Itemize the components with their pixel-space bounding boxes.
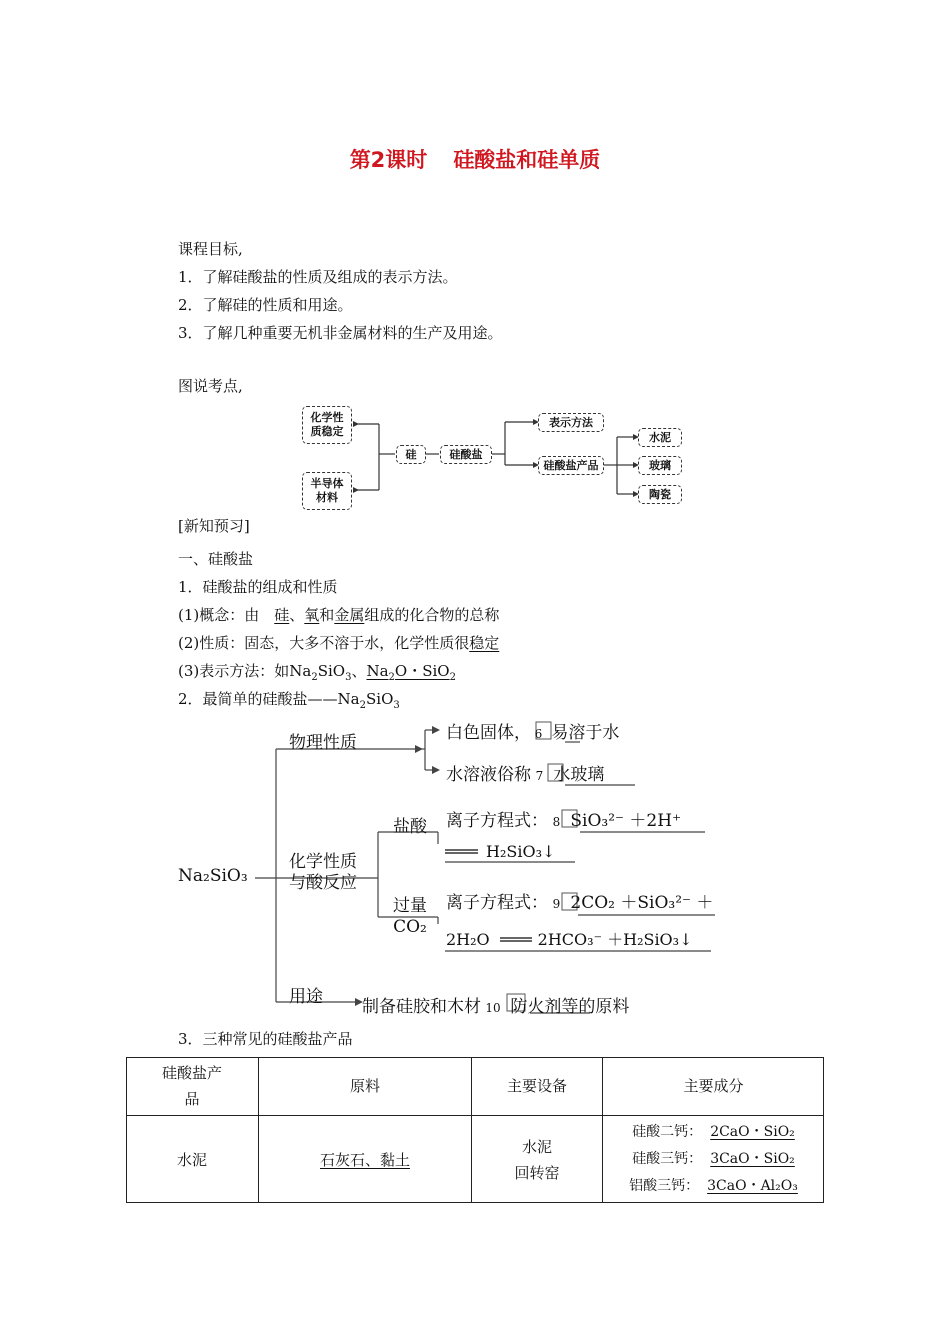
cell-raw: 石灰石、黏土 <box>319 1150 410 1169</box>
node-silicate: 硅酸盐 <box>440 445 492 464</box>
header-raw: 原料 <box>349 1077 380 1095</box>
answer-9-part2: 2H₂O 2HCO₃⁻ ＋H₂SiO₃↓ <box>446 930 693 949</box>
objective-2: 2．了解硅的性质和用途。 <box>178 296 353 314</box>
phys-white-solid: 白色固体， 6 易溶于水 <box>446 723 620 743</box>
page-title <box>0 144 950 174</box>
answer-8-part1: SiO₃²⁻ ＋2H⁺ <box>570 811 682 831</box>
composition-3: 铝酸三钙： 3CaO・Al₂O₃ <box>629 1178 798 1194</box>
phys-common-name: 水溶液俗称 7 水玻璃 <box>446 765 605 785</box>
branch-chemical: 化学性质 与酸反应 <box>289 852 357 893</box>
branch-physical: 物理性质 <box>289 733 357 753</box>
objectives-heading: 课程目标, <box>178 240 243 258</box>
node-representation: 表示方法 <box>538 413 604 432</box>
objective-1: 1．了解硅酸盐的性质及组成的表示方法。 <box>178 268 458 286</box>
section-1-heading: 一、硅酸盐 <box>178 550 254 568</box>
cell-composition <box>603 1116 824 1203</box>
title-topic: 硅酸盐和硅单质 <box>453 148 601 172</box>
subsection-3: 3．三种常见的硅酸盐产品 <box>178 1030 353 1048</box>
node-silicon: 硅 <box>396 445 426 464</box>
answer-5: $Na_2O$・SiO$_2$ <box>366 662 456 683</box>
header-equipment: 主要设备 <box>506 1077 567 1095</box>
preview-tag: [新知预习] <box>178 517 250 535</box>
node-semiconductor: 半导体材料 <box>302 472 352 510</box>
branch-excess-co2: 过量 CO₂ <box>393 896 427 937</box>
node-glass: 玻璃 <box>638 456 682 475</box>
header-product: 硅酸盐产品 <box>162 1064 223 1108</box>
blank-6-number: 6 <box>534 727 543 741</box>
sodium-silicate-diagram <box>170 712 730 1022</box>
concept-map-lines <box>295 400 695 510</box>
node-cement: 水泥 <box>638 428 682 447</box>
concept-line: (1)概念：由 硅、氧和金属组成的化合物的总称 <box>178 606 500 624</box>
silicate-products-table <box>126 1057 824 1203</box>
subsection-1: 1．硅酸盐的组成和性质 <box>178 578 338 596</box>
answer-6: 易溶于水 <box>551 723 620 743</box>
blank-7-number: 7 <box>535 769 544 783</box>
objective-3: 3．了解几种重要无机非金属材料的生产及用途。 <box>178 324 503 342</box>
representation-line: (3)表示方法：如$Na_2SiO_3$、$Na_2O$・SiO$_2$ <box>178 662 456 683</box>
use-line: 制备硅胶和木材 10 防火剂等的原料 <box>362 997 630 1017</box>
co2-ionic-label: 离子方程式： 9 2CO₂ ＋SiO₃²⁻ ＋ <box>446 893 714 913</box>
answer-1: 硅 <box>274 606 290 624</box>
property-line: (2)性质：固态，大多不溶于水，化学性质很稳定 <box>178 634 500 652</box>
subsection-2: 2．最简单的硅酸盐$——Na_2SiO_3$ <box>178 690 400 711</box>
diagram-root: Na₂SiO₃ <box>178 866 248 886</box>
composition-2: 硅酸三钙： 3CaO・SiO₂ <box>632 1151 795 1167</box>
branch-use: 用途 <box>289 987 323 1007</box>
cell-product: 水泥 <box>176 1150 207 1169</box>
answer-10: 防火剂 <box>510 997 562 1017</box>
cell-equipment: 水泥 回转窑 <box>514 1137 560 1182</box>
title-lesson: 第2课时 <box>349 148 428 172</box>
hcl-ionic-label: 离子方程式： 8 SiO₃²⁻ ＋2H⁺ <box>446 811 682 831</box>
branch-hcl: 盐酸 <box>393 817 427 837</box>
node-ceramic: 陶瓷 <box>638 485 682 504</box>
answer-3: 金属 <box>334 606 365 624</box>
answer-9-part1: 2CO₂ ＋SiO₃²⁻ ＋ <box>570 893 714 913</box>
answer-8-part2: H₂SiO₃↓ <box>486 842 556 861</box>
blank-9-number: 9 <box>552 897 561 911</box>
answer-2: 氧 <box>304 606 320 624</box>
composition-1: 硅酸二钙： 2CaO・SiO₂ <box>632 1124 795 1140</box>
header-composition: 主要成分 <box>683 1077 744 1095</box>
answer-7: 水玻璃 <box>553 765 605 785</box>
node-products: 硅酸盐产品 <box>538 456 604 475</box>
blank-10-number: 10 <box>485 1001 501 1015</box>
map-heading: 图说考点, <box>178 377 243 395</box>
node-chem-stable: 化学性质稳定 <box>302 406 352 444</box>
blank-8-number: 8 <box>552 815 561 829</box>
answer-4: 稳定 <box>469 634 500 652</box>
